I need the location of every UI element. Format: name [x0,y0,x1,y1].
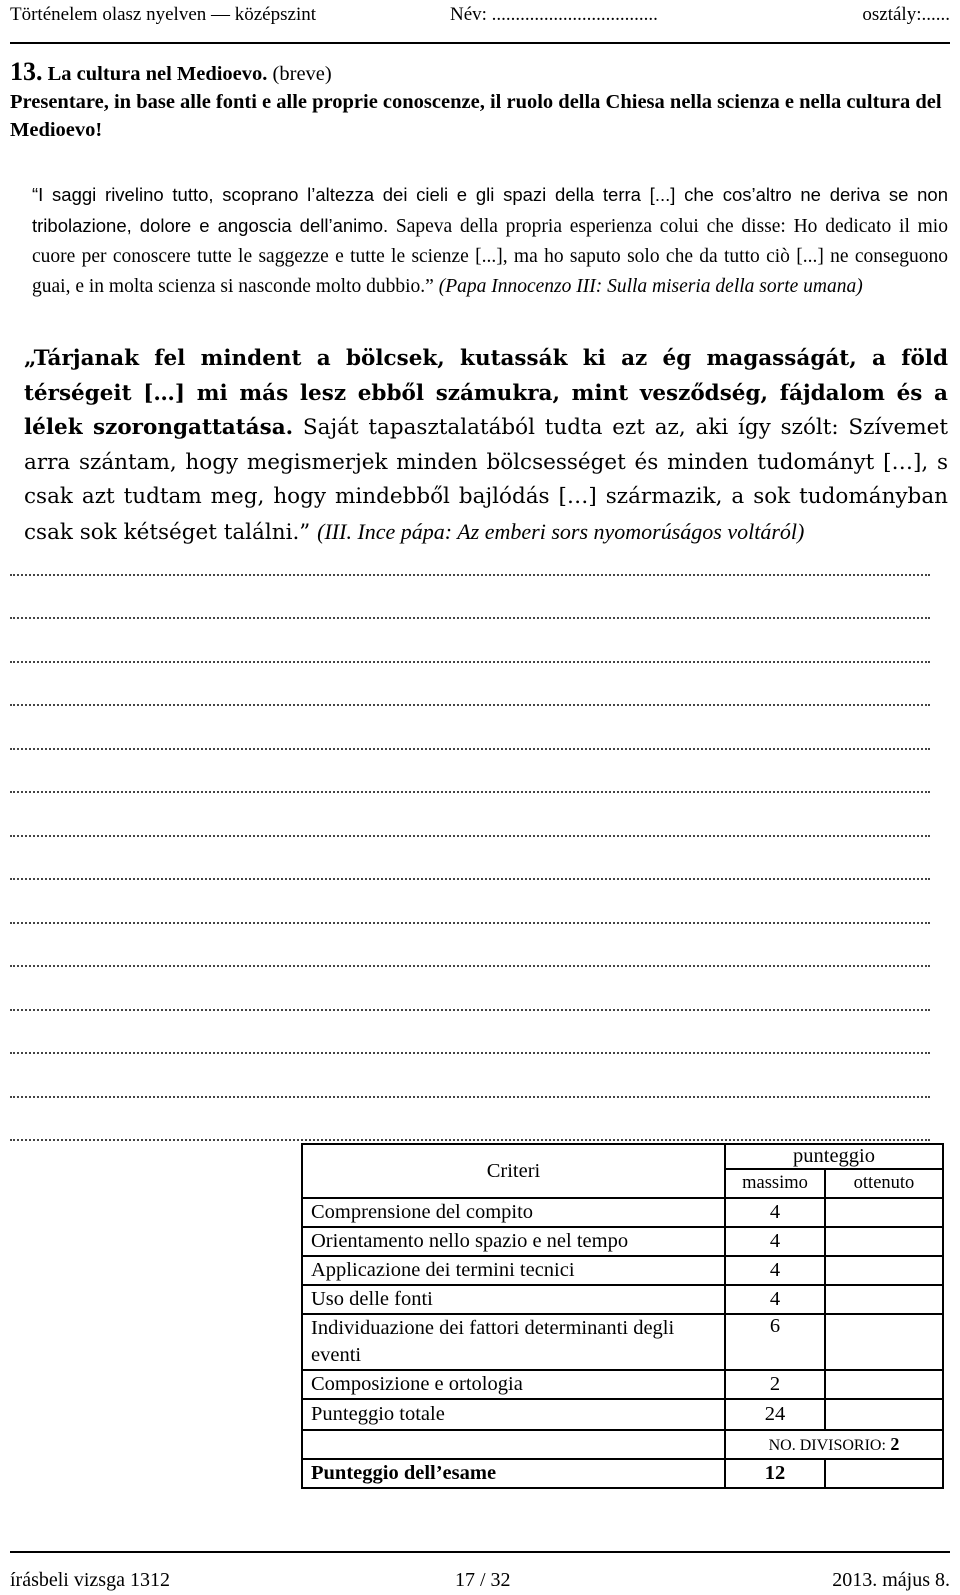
max-score-cell: 4 [725,1285,825,1314]
answer-line[interactable] [10,1098,930,1142]
source-italian-part2: Sapeva della propria esperienza colui che disse: Ho dedicato il mio cuore per conoscere tutte le saggezze e tutte le scienze [...], ma ho saputo solo che da tutto ciò [...] ne conseguono guai, e in molta scienza si nasconde molto dubbio.” [32,216,948,297]
footer-exam-code: írásbeli vizsga 1312 [10,1569,170,1591]
header-name-field[interactable]: Név: ................................... [450,4,658,25]
answer-line[interactable] [10,924,930,968]
answer-line[interactable] [10,1011,930,1055]
answer-line[interactable] [10,663,930,707]
page-footer [10,1551,950,1591]
exam-score-label: Punteggio dell’esame [302,1459,725,1488]
table-row [302,1227,943,1256]
obtained-score-cell[interactable] [825,1399,943,1430]
score-table [301,1143,944,1489]
answer-line[interactable] [10,532,930,576]
obtained-score-cell[interactable] [825,1285,943,1314]
table-row [302,1314,943,1370]
obtained-score-cell[interactable] [825,1256,943,1285]
source-italian-citation: (Papa Innocenzo III: Sulla miseria della sorte umana) [438,276,863,297]
exam-score-obtained[interactable] [825,1459,943,1488]
source-italian-part1: “I saggi rivelino tutto, scoprano l’altezza dei cieli e gli spazi della terra [...] che cos’altro ne deriva se non tribolazione, dolore e angoscia dell’animo. [32,184,948,236]
answer-line[interactable] [10,706,930,750]
divisor-label: NO. DIVISORIO: [768,1437,886,1454]
footer-date: 2013. május 8. [832,1569,950,1591]
header-class-field[interactable]: osztály:...... [862,4,950,25]
max-score-cell: 4 [725,1198,825,1227]
answer-lines[interactable] [10,532,930,1141]
header-criteria: Criteri [302,1144,725,1198]
max-score-cell: 2 [725,1370,825,1399]
source-hungarian [10,342,948,550]
max-score-cell: 24 [725,1399,825,1430]
answer-line[interactable] [10,967,930,1011]
divisor-cell [725,1430,943,1459]
header-max: massimo [725,1169,825,1198]
table-row [302,1256,943,1285]
task-title: La cultura nel Medioevo. [47,63,268,85]
table-row [302,1370,943,1399]
table-row [302,1285,943,1314]
obtained-score-cell[interactable] [825,1198,943,1227]
table-row [302,1399,943,1430]
footer-page-number: 17 / 32 [455,1569,511,1591]
obtained-score-cell[interactable] [825,1314,943,1370]
source-italian [10,180,948,302]
criterion-cell: Comprensione del compito [302,1198,725,1227]
obtained-score-cell[interactable] [825,1227,943,1256]
header-subject: Történelem olasz nyelven — középszint [10,4,317,25]
obtained-score-cell[interactable] [825,1370,943,1399]
criterion-cell: Orientamento nello spazio e nel tempo [302,1227,725,1256]
divisor-row [302,1430,943,1459]
task-heading [10,58,950,144]
max-score-cell: 6 [725,1314,825,1370]
table-row [302,1198,943,1227]
task-instruction: Presentare, in base alle fonti e alle proprie conoscenze, il ruolo della Chiesa nella scienza e nella cultura del Medioevo! [10,91,942,141]
max-score-cell: 4 [725,1256,825,1285]
answer-line[interactable] [10,880,930,924]
criterion-cell: Applicazione dei termini tecnici [302,1256,725,1285]
answer-line[interactable] [10,619,930,663]
criterion-cell: Punteggio totale [302,1399,725,1430]
max-score-cell: 4 [725,1227,825,1256]
answer-line[interactable] [10,750,930,794]
exam-score-row [302,1459,943,1488]
answer-line[interactable] [10,793,930,837]
source-hungarian-citation: (III. Ince pápa: Az emberi sors nyomorúságos voltáról) [317,518,805,544]
divisor-value: 2 [890,1434,900,1454]
header-obtained: ottenuto [825,1169,943,1198]
answer-line[interactable] [10,576,930,620]
task-number: 13. [10,57,43,86]
task-type: (breve) [272,63,332,85]
header-score: punteggio [725,1144,943,1169]
exam-score-value: 12 [725,1459,825,1488]
page-header [10,4,950,44]
criterion-cell: Uso delle fonti [302,1285,725,1314]
criterion-cell: Composizione e ortologia [302,1370,725,1399]
source-hungarian-normal: Saját tapasztalatából tudta ezt az, aki így szólt: Szívemet arra szántam, hogy megismerjek minden bölcsességet és minden tudományt […], s csak azt tudtam meg, hogy mindebből bajlódás […] származik, a sok tudományban csak sok kétséget találni.” [24,415,948,545]
answer-line[interactable] [10,1054,930,1098]
source-hungarian-bold: „Tárjanak fel mindent a bölcsek, kutassák ki az ég magasságát, a föld térségeit […] mi más lesz ebből számukra, mint vesződség, fájdalom és a lélek szorongattatása. [24,346,948,440]
answer-line[interactable] [10,837,930,881]
criterion-cell: Individuazione dei fattori determinanti degli eventi [302,1314,725,1370]
